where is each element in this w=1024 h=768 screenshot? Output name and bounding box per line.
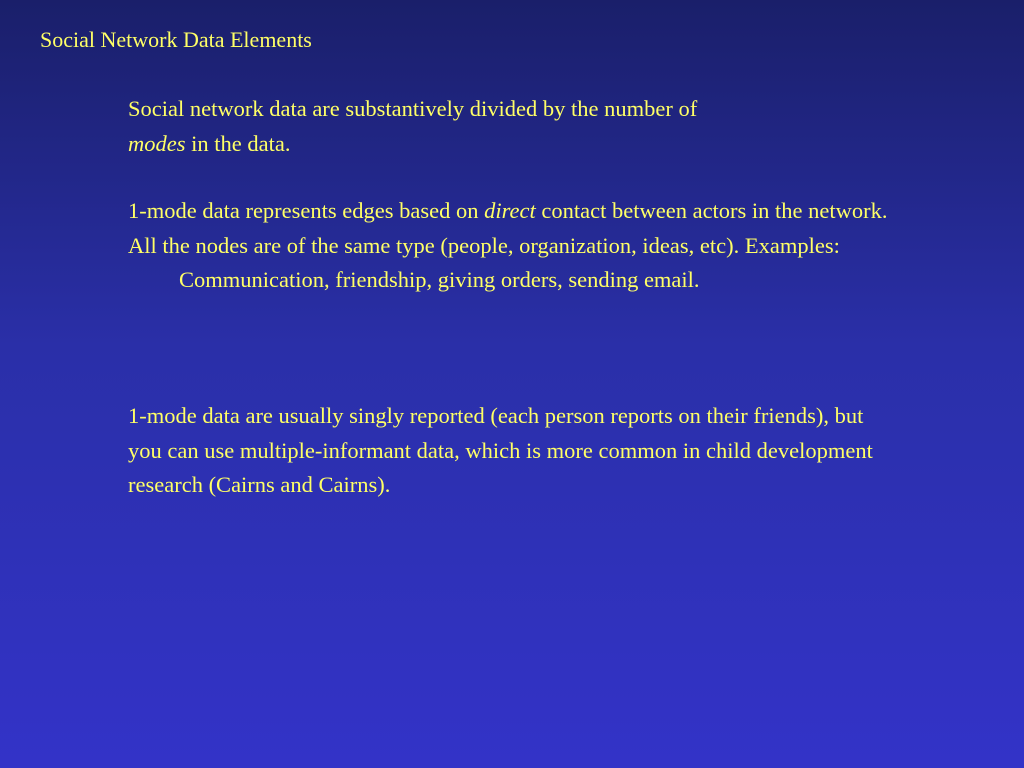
paragraph-one-mode-tail: contact between actors in the network. All the nodes are of the same type (people, organization, ideas, etc). Examples: [128,198,888,258]
paragraph-modes-text: Social network data are substantively divided by the number of [128,96,698,121]
slide-title: Social Network Data Elements [40,27,312,52]
paragraph-modes-italic: modes [128,130,186,156]
examples-line: Communication, friendship, giving orders, sending email. [179,267,700,292]
paragraph-modes [128,92,888,161]
paragraph-reporting: 1-mode data are usually singly reported (each person reports on their friends), but you can use multiple-informant data, which is more common in child development research (Cairns and Cairns). [128,403,873,497]
paragraph-one-mode [128,194,888,298]
paragraph-one-mode-italic: direct [484,198,536,223]
paragraph-one-mode-text: 1-mode data represents edges based on [128,198,485,223]
paragraph-modes-tail: in the data. [185,130,291,156]
